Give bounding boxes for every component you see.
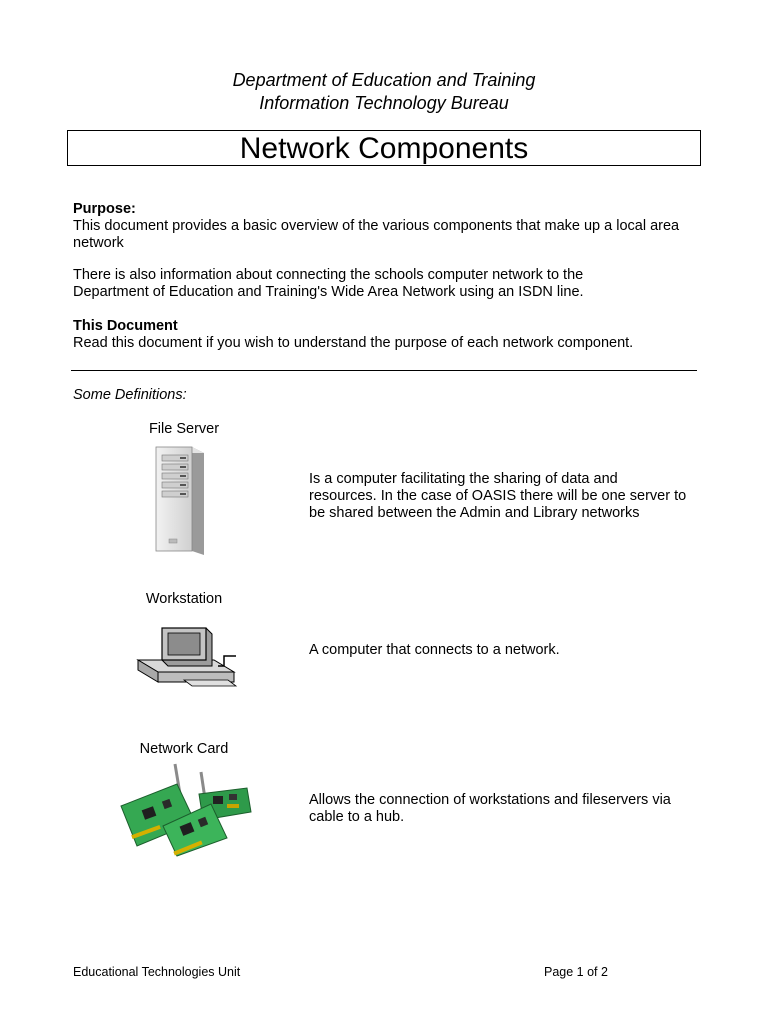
bureau-name: Information Technology Bureau xyxy=(259,93,509,113)
department-name: Department of Education and Training xyxy=(232,70,536,90)
section-divider xyxy=(71,370,697,371)
purpose-heading: Purpose: xyxy=(73,201,136,217)
term-network-card: Network Card xyxy=(139,741,229,757)
description-file-server: Is a computer facilitating the sharing of data and resources. In the case of OASIS there will be one server to be shared between the Admin and Library networks xyxy=(309,471,687,521)
file-server-icon xyxy=(150,443,210,558)
this-document-text: Read this document if you wish to understand the purpose of each network component. xyxy=(73,335,634,351)
document-title: Network Components xyxy=(67,130,701,166)
purpose-paragraph-2: There is also information about connecting the schools computer network to the Department of Education and Training's Wide Area Network using an ISDN line. xyxy=(73,267,584,300)
description-network-card: Allows the connection of workstations and fileservers via cable to a hub. xyxy=(309,792,671,825)
term-file-server: File Server xyxy=(148,421,220,437)
footer-unit: Educational Technologies Unit xyxy=(73,965,241,979)
description-workstation: A computer that connects to a network. xyxy=(309,642,560,658)
definitions-label: Some Definitions: xyxy=(73,387,187,403)
purpose-paragraph-1: This document provides a basic overview of the various components that make up a local area network xyxy=(73,218,680,251)
this-document-heading: This Document xyxy=(73,318,178,334)
term-workstation: Workstation xyxy=(145,591,223,607)
page-number: Page 1 of 2 xyxy=(544,965,608,979)
network-card-icon xyxy=(115,760,253,858)
workstation-icon xyxy=(132,620,240,688)
